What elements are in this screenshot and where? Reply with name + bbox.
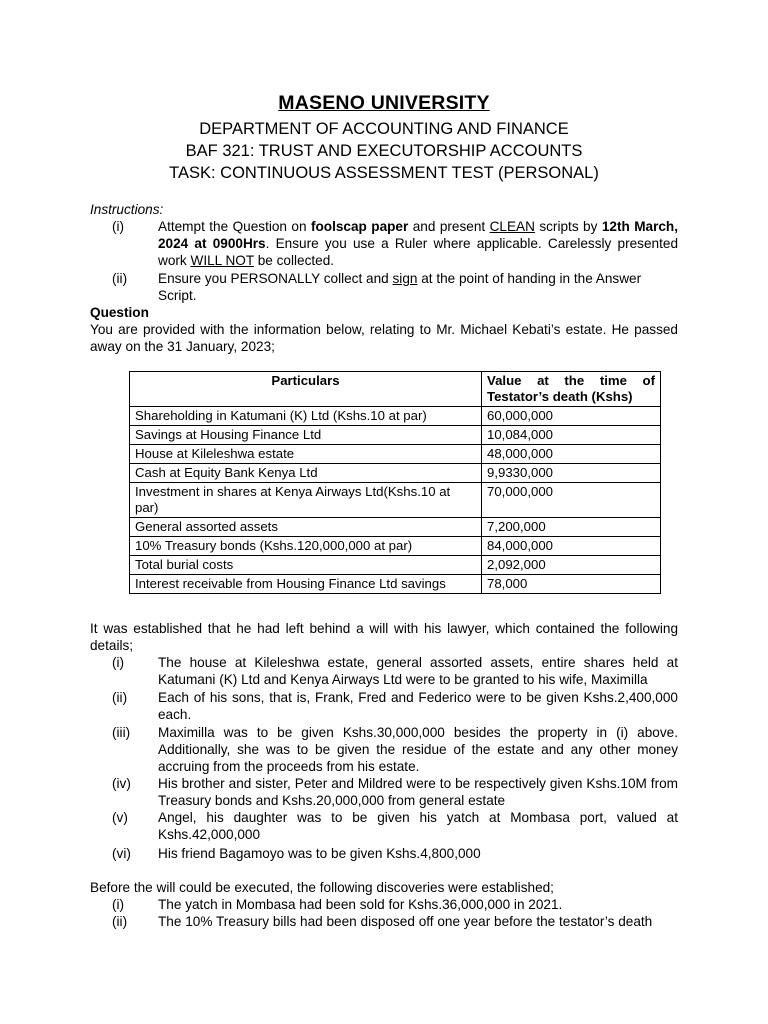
table-row xyxy=(130,407,661,426)
instructions-label: Instructions: xyxy=(90,202,164,217)
will-item-text: Each of his sons, that is, Frank, Fred and Federico were to be given Kshs.2,400,000 each. xyxy=(158,690,678,722)
particular-cell: Cash at Equity Bank Kenya Ltd xyxy=(130,464,482,483)
table-header-row xyxy=(130,372,661,407)
discovery-item-number: (ii) xyxy=(112,914,128,929)
will-item-number: (ii) xyxy=(112,690,128,705)
will-item-text: The house at Kileleshwa estate, general assorted assets, entire shares held at Katumani (K) Ltd and Kenya Airways Ltd were to be granted to his wife, Maximilla xyxy=(158,655,678,687)
instruction-number: (ii) xyxy=(112,271,128,286)
will-item-number: (iv) xyxy=(112,776,131,791)
table-row xyxy=(130,483,661,518)
value-cell: 70,000,000 xyxy=(482,483,661,518)
instruction-text: Ensure you PERSONALLY collect and sign at the point of handing in the Answer Script. xyxy=(158,271,642,303)
value-cell: 9,9330,000 xyxy=(482,464,661,483)
particular-cell: 10% Treasury bonds (Kshs.120,000,000 at par) xyxy=(130,537,482,556)
particular-cell: General assorted assets xyxy=(130,518,482,537)
will-item-number: (vi) xyxy=(112,846,131,861)
particular-cell: Interest receivable from Housing Finance Ltd savings xyxy=(130,575,482,594)
table-row xyxy=(130,537,661,556)
will-item-text: His friend Bagamoyo was to be given Kshs.4,800,000 xyxy=(158,846,481,861)
instruction-item xyxy=(90,218,678,269)
table-row xyxy=(130,464,661,483)
will-intro: It was established that he had left behind a will with his lawyer, which contained the following details; xyxy=(90,621,678,653)
table-row xyxy=(130,426,661,445)
estate-table xyxy=(129,371,661,594)
value-cell: 84,000,000 xyxy=(482,537,661,556)
particular-cell: Investment in shares at Kenya Airways Ltd(Kshs.10 at par) xyxy=(130,483,482,518)
question-heading: Question xyxy=(90,305,149,320)
will-item-number: (i) xyxy=(112,655,125,670)
value-cell: 60,000,000 xyxy=(482,407,661,426)
task-title: TASK: CONTINUOUS ASSESSMENT TEST (PERSONAL) xyxy=(169,164,599,182)
value-cell: 2,092,000 xyxy=(482,556,661,575)
column-header: Value at the time of Testator’s death (Kshs) xyxy=(482,372,661,407)
value-cell: 78,000 xyxy=(482,575,661,594)
will-item-number: (iii) xyxy=(112,725,131,740)
table-row xyxy=(130,575,661,594)
particular-cell: House at Kileleshwa estate xyxy=(130,445,482,464)
value-cell: 7,200,000 xyxy=(482,518,661,537)
discovery-item-text: The yatch in Mombasa had been sold for Kshs.36,000,000 in 2021. xyxy=(158,897,563,912)
column-header: Particulars xyxy=(130,372,482,407)
particular-cell: Shareholding in Katumani (K) Ltd (Kshs.10 at par) xyxy=(130,407,482,426)
instruction-number: (i) xyxy=(112,219,125,234)
will-item-text: His brother and sister, Peter and Mildred were to be respectively given Kshs.10M from Treasury bonds and Kshs.20,000,000 from general estate xyxy=(158,776,678,808)
university-title: MASENO UNIVERSITY xyxy=(278,92,490,114)
table-row xyxy=(130,556,661,575)
question-intro: You are provided with the information below, relating to Mr. Michael Kebati’s estate. He passed away on the 31 January, 2023; xyxy=(90,322,678,354)
value-cell: 48,000,000 xyxy=(482,445,661,464)
course-title: BAF 321: TRUST AND EXECUTORSHIP ACCOUNTS xyxy=(185,142,583,160)
table-row xyxy=(130,445,661,464)
instruction-text: Attempt the Question on foolscap paper and present CLEAN scripts by 12th March, 2024 at 0900Hrs. Ensure you use a Ruler where applicable. Carelessly presented work WILL NOT be collected. xyxy=(158,219,679,268)
value-cell: 10,084,000 xyxy=(482,426,661,445)
will-item-text: Angel, his daughter was to be given his yatch at Mombasa port, valued at Kshs.42,000,000 xyxy=(158,810,678,842)
table-row xyxy=(130,518,661,537)
particular-cell: Total burial costs xyxy=(130,556,482,575)
discovery-item-text: The 10% Treasury bills had been disposed off one year before the testator’s death xyxy=(158,914,653,929)
particular-cell: Savings at Housing Finance Ltd xyxy=(130,426,482,445)
discovery-item-number: (i) xyxy=(112,897,125,912)
will-item-text: Maximilla was to be given Kshs.30,000,000 besides the property in (i) above. Additionally, she was to be given the residue of the estate and any other money accruing from the proceeds from his estate. xyxy=(158,725,678,774)
discoveries-intro: Before the will could be executed, the following discoveries were established; xyxy=(90,880,554,895)
will-item-number: (v) xyxy=(112,810,128,825)
department-name: DEPARTMENT OF ACCOUNTING AND FINANCE xyxy=(199,120,569,138)
